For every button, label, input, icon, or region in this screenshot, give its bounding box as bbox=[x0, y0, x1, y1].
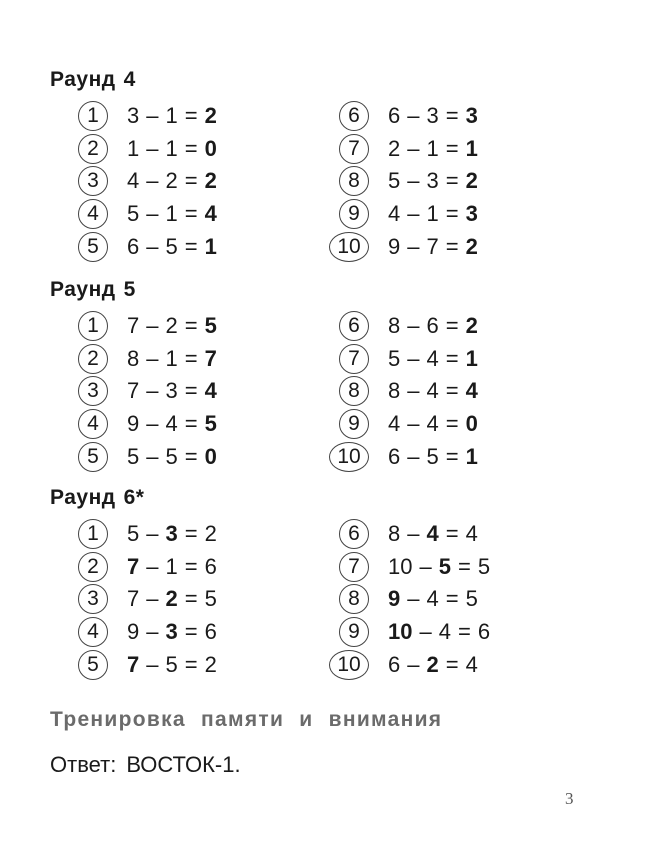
equation-term: = bbox=[184, 345, 198, 371]
equation bbox=[127, 652, 224, 678]
equation-term: 2 bbox=[204, 521, 217, 547]
equation-term: 0 bbox=[204, 135, 217, 161]
equation-term: – bbox=[419, 553, 432, 579]
circled-number: 5 bbox=[78, 442, 108, 472]
equation bbox=[388, 444, 485, 470]
equation-row bbox=[78, 440, 224, 473]
equation-term: – bbox=[146, 313, 159, 339]
equation-term: 6 bbox=[204, 553, 217, 579]
equation-term: 2 bbox=[204, 651, 217, 677]
equation bbox=[388, 136, 485, 162]
equation-row bbox=[78, 518, 224, 551]
equation-term: – bbox=[146, 619, 159, 645]
answer bbox=[50, 752, 251, 778]
circled-number: 1 bbox=[78, 311, 108, 341]
equation bbox=[388, 103, 485, 129]
equation-term: 2 bbox=[204, 103, 217, 129]
equation-term: – bbox=[146, 521, 159, 547]
equation-row bbox=[339, 518, 497, 551]
equation-term: 7 bbox=[127, 651, 140, 677]
equation-term: 5 bbox=[165, 443, 178, 469]
equation-term: 4 bbox=[204, 378, 217, 404]
circled-number: 4 bbox=[78, 199, 108, 229]
equation bbox=[127, 444, 224, 470]
equation-term: 5 bbox=[388, 345, 401, 371]
circled-number: 1 bbox=[78, 101, 108, 131]
equation-row bbox=[78, 230, 224, 263]
round-number: 5 bbox=[123, 278, 136, 301]
equation-term: 3 bbox=[465, 103, 478, 129]
page-number: 3 bbox=[565, 789, 574, 808]
equation-term: 7 bbox=[127, 553, 140, 579]
equation-row bbox=[78, 551, 224, 584]
equation-term: 5 bbox=[127, 443, 140, 469]
answer-label: Ответ: bbox=[50, 752, 117, 777]
equation bbox=[388, 378, 485, 404]
equation-term: 4 bbox=[465, 521, 478, 547]
round-number: 6* bbox=[123, 486, 145, 509]
circled-number: 1 bbox=[78, 519, 108, 549]
left-column bbox=[78, 100, 224, 263]
equation-term: – bbox=[407, 201, 420, 227]
equation-term: = bbox=[184, 443, 198, 469]
equation-term: 4 bbox=[465, 651, 478, 677]
equation-term: 6 bbox=[388, 103, 401, 129]
equation-term: 1 bbox=[165, 103, 178, 129]
equation-term: 4 bbox=[438, 619, 451, 645]
equation-term: 10 bbox=[388, 619, 413, 645]
equation-term: 8 bbox=[127, 345, 140, 371]
equation bbox=[127, 136, 224, 162]
equation-term: 8 bbox=[388, 521, 401, 547]
equation-term: 4 bbox=[388, 411, 401, 437]
circled-number: 2 bbox=[78, 134, 108, 164]
circled-number: 3 bbox=[78, 584, 108, 614]
equation-row bbox=[78, 408, 224, 441]
equation-term: 7 bbox=[127, 586, 140, 612]
equation-row bbox=[339, 583, 497, 616]
equation-row bbox=[339, 375, 485, 408]
equation-term: 3 bbox=[426, 168, 439, 194]
equation bbox=[127, 103, 224, 129]
equation-term: 4 bbox=[127, 168, 140, 194]
equation-row bbox=[78, 648, 224, 681]
equation-term: 0 bbox=[204, 443, 217, 469]
equation-term: 1 bbox=[165, 553, 178, 579]
circled-number: 9 bbox=[339, 409, 369, 439]
equation-term: 1 bbox=[465, 135, 478, 161]
equation-term: 1 bbox=[127, 135, 140, 161]
equation-row bbox=[78, 165, 224, 198]
equation bbox=[388, 521, 485, 547]
equation-row bbox=[339, 133, 485, 166]
equation-row bbox=[339, 100, 485, 133]
circled-number: 8 bbox=[339, 376, 369, 406]
circled-number: 4 bbox=[78, 617, 108, 647]
equation-term: – bbox=[407, 135, 420, 161]
equation-term: – bbox=[407, 168, 420, 194]
equation-row bbox=[339, 648, 497, 681]
circled-number: 8 bbox=[339, 166, 369, 196]
equation-term: = bbox=[457, 553, 471, 579]
equation-term: – bbox=[407, 651, 420, 677]
equation-term: 5 bbox=[204, 411, 217, 437]
equation-term: – bbox=[407, 103, 420, 129]
equation-term: – bbox=[146, 443, 159, 469]
equation-term: 5 bbox=[204, 586, 217, 612]
equation-term: 1 bbox=[165, 201, 178, 227]
equation bbox=[127, 201, 224, 227]
equation-row bbox=[78, 583, 224, 616]
equation-term: 2 bbox=[165, 313, 178, 339]
equation-term: 5 bbox=[204, 313, 217, 339]
equation-term: 2 bbox=[465, 233, 478, 259]
equation-term: – bbox=[407, 233, 420, 259]
equation-term: 0 bbox=[465, 411, 478, 437]
equation-term: 3 bbox=[165, 619, 178, 645]
round-number: 4 bbox=[123, 68, 136, 91]
equation-term: – bbox=[407, 345, 420, 371]
equation-term: – bbox=[146, 651, 159, 677]
equation-row bbox=[339, 343, 485, 376]
equation-term: – bbox=[146, 201, 159, 227]
equation-term: 7 bbox=[426, 233, 439, 259]
circled-number: 10 bbox=[329, 442, 369, 472]
equation-term: 1 bbox=[465, 345, 478, 371]
equation-row bbox=[78, 133, 224, 166]
equation-term: 5 bbox=[438, 553, 451, 579]
equation-term: 3 bbox=[465, 201, 478, 227]
equation-term: 5 bbox=[165, 651, 178, 677]
round-title bbox=[50, 68, 144, 92]
circled-number: 7 bbox=[339, 344, 369, 374]
equation-term: – bbox=[407, 313, 420, 339]
equation-term: 2 bbox=[426, 651, 439, 677]
circled-number: 6 bbox=[339, 101, 369, 131]
equation-term: 4 bbox=[388, 201, 401, 227]
equation-term: – bbox=[146, 168, 159, 194]
equation-term: 6 bbox=[204, 619, 217, 645]
left-column bbox=[78, 518, 224, 681]
equation-term: – bbox=[407, 586, 420, 612]
section-title: Тренировка памяти и внимания bbox=[50, 708, 443, 731]
equation-term: 1 bbox=[165, 345, 178, 371]
equation bbox=[388, 168, 485, 194]
equation-row bbox=[78, 616, 224, 649]
equation bbox=[388, 234, 485, 260]
equation bbox=[127, 619, 224, 645]
equation-term: = bbox=[184, 378, 198, 404]
equation-row bbox=[339, 440, 485, 473]
equation-term: 9 bbox=[388, 233, 401, 259]
circled-number: 7 bbox=[339, 552, 369, 582]
equation-term: = bbox=[445, 651, 459, 677]
equation bbox=[127, 346, 224, 372]
equation-term: 1 bbox=[426, 135, 439, 161]
equation-term: = bbox=[445, 378, 459, 404]
equation bbox=[388, 554, 497, 580]
equation-term: 7 bbox=[127, 378, 140, 404]
round-label: Раунд bbox=[50, 486, 116, 509]
equation bbox=[127, 313, 224, 339]
circled-number: 4 bbox=[78, 409, 108, 439]
equation-term: 5 bbox=[165, 233, 178, 259]
equation-term: – bbox=[146, 103, 159, 129]
equation-term: = bbox=[445, 411, 459, 437]
equation bbox=[388, 652, 485, 678]
equation-term: 6 bbox=[388, 651, 401, 677]
circled-number: 6 bbox=[339, 519, 369, 549]
equation bbox=[127, 554, 224, 580]
equation-term: 5 bbox=[127, 201, 140, 227]
circled-number: 3 bbox=[78, 376, 108, 406]
equation-term: = bbox=[445, 103, 459, 129]
answer-value: ВОСТОК-1. bbox=[126, 752, 241, 777]
equation bbox=[127, 521, 224, 547]
equation-term: = bbox=[184, 411, 198, 437]
equation-term: – bbox=[407, 378, 420, 404]
equation-term: 5 bbox=[477, 553, 491, 579]
equation-term: = bbox=[445, 233, 459, 259]
round-title bbox=[50, 486, 152, 510]
equation-term: – bbox=[146, 378, 159, 404]
equation-row bbox=[339, 616, 497, 649]
equation bbox=[127, 378, 224, 404]
equation-row bbox=[339, 230, 485, 263]
equation-term: 4 bbox=[204, 201, 217, 227]
equation-term: = bbox=[184, 586, 198, 612]
right-column bbox=[339, 310, 485, 473]
equation-term: = bbox=[184, 103, 198, 129]
equation-term: = bbox=[445, 135, 459, 161]
circled-number: 7 bbox=[339, 134, 369, 164]
circled-number: 3 bbox=[78, 166, 108, 196]
equation bbox=[127, 234, 224, 260]
right-column bbox=[339, 100, 485, 263]
equation-term: 4 bbox=[465, 378, 478, 404]
equation-term: 8 bbox=[388, 378, 401, 404]
equation-term: 1 bbox=[165, 135, 178, 161]
circled-number: 9 bbox=[339, 617, 369, 647]
equation-term: 6 bbox=[477, 619, 491, 645]
equation-term: – bbox=[407, 443, 420, 469]
round-label: Раунд bbox=[50, 68, 116, 91]
equation-term: = bbox=[184, 651, 198, 677]
equation-term: 5 bbox=[388, 168, 401, 194]
equation-term: = bbox=[457, 619, 471, 645]
equation bbox=[127, 168, 224, 194]
equation-term: 9 bbox=[388, 586, 401, 612]
equation-term: 2 bbox=[465, 168, 478, 194]
equation-term: 7 bbox=[127, 313, 140, 339]
equation-term: = bbox=[445, 345, 459, 371]
equation-term: – bbox=[407, 411, 420, 437]
equation-term: = bbox=[184, 201, 198, 227]
equation-term: = bbox=[184, 168, 198, 194]
equation-term: – bbox=[146, 586, 159, 612]
equation bbox=[127, 411, 224, 437]
circled-number: 8 bbox=[339, 584, 369, 614]
round-label: Раунд bbox=[50, 278, 116, 301]
equation-term: 6 bbox=[127, 233, 140, 259]
equation-term: – bbox=[146, 345, 159, 371]
equation-term: 2 bbox=[388, 135, 401, 161]
equation-term: 4 bbox=[426, 411, 439, 437]
equation-term: 4 bbox=[426, 378, 439, 404]
equation-term: 9 bbox=[127, 619, 140, 645]
equation-term: 4 bbox=[426, 586, 439, 612]
equation-term: = bbox=[184, 619, 198, 645]
equation-term: 3 bbox=[165, 378, 178, 404]
right-column bbox=[339, 518, 497, 681]
equation-term: 3 bbox=[127, 103, 140, 129]
equation-term: 1 bbox=[465, 443, 478, 469]
equation-row bbox=[339, 408, 485, 441]
circled-number: 5 bbox=[78, 650, 108, 680]
equation bbox=[388, 586, 485, 612]
equation-term: 8 bbox=[388, 313, 401, 339]
equation-term: 2 bbox=[465, 313, 478, 339]
equation-term: 4 bbox=[165, 411, 178, 437]
equation-term: – bbox=[146, 411, 159, 437]
equation-term: 2 bbox=[165, 168, 178, 194]
equation-term: = bbox=[445, 313, 459, 339]
equation-term: = bbox=[445, 586, 459, 612]
equation-term: = bbox=[184, 135, 198, 161]
equation-term: 4 bbox=[426, 345, 439, 371]
equation-term: 7 bbox=[204, 345, 217, 371]
equation-row bbox=[78, 198, 224, 231]
equation bbox=[388, 201, 485, 227]
equation-term: 1 bbox=[204, 233, 217, 259]
equation bbox=[388, 346, 485, 372]
equation-term: = bbox=[184, 233, 198, 259]
circled-number: 9 bbox=[339, 199, 369, 229]
equation-term: = bbox=[445, 168, 459, 194]
equation-term: = bbox=[445, 443, 459, 469]
equation bbox=[127, 586, 224, 612]
equation-term: 6 bbox=[426, 313, 439, 339]
equation-row bbox=[78, 375, 224, 408]
equation-term: = bbox=[445, 521, 459, 547]
equation-row bbox=[339, 310, 485, 343]
equation-row bbox=[78, 343, 224, 376]
circled-number: 10 bbox=[329, 650, 369, 680]
equation bbox=[388, 619, 497, 645]
circled-number: 10 bbox=[329, 232, 369, 262]
equation-term: 3 bbox=[426, 103, 439, 129]
circled-number: 2 bbox=[78, 344, 108, 374]
equation-row bbox=[339, 198, 485, 231]
equation-row bbox=[78, 310, 224, 343]
left-column bbox=[78, 310, 224, 473]
circled-number: 6 bbox=[339, 311, 369, 341]
equation-term: 5 bbox=[426, 443, 439, 469]
equation-term: = bbox=[184, 553, 198, 579]
equation-term: 4 bbox=[426, 521, 439, 547]
round-title bbox=[50, 278, 144, 302]
equation-term: 2 bbox=[165, 586, 178, 612]
equation-term: = bbox=[445, 201, 459, 227]
equation-term: 10 bbox=[388, 553, 413, 579]
equation-term: 5 bbox=[127, 521, 140, 547]
equation-term: – bbox=[146, 233, 159, 259]
equation-term: 6 bbox=[388, 443, 401, 469]
circled-number: 5 bbox=[78, 232, 108, 262]
equation-term: 1 bbox=[426, 201, 439, 227]
equation bbox=[388, 411, 485, 437]
equation-term: = bbox=[184, 313, 198, 339]
equation-term: = bbox=[184, 521, 198, 547]
equation-term: – bbox=[146, 135, 159, 161]
equation-term: – bbox=[146, 553, 159, 579]
equation-row bbox=[339, 551, 497, 584]
equation-row bbox=[78, 100, 224, 133]
equation-term: 5 bbox=[465, 586, 478, 612]
circled-number: 2 bbox=[78, 552, 108, 582]
equation-term: – bbox=[419, 619, 432, 645]
equation-row bbox=[339, 165, 485, 198]
equation-term: 9 bbox=[127, 411, 140, 437]
equation-term: 2 bbox=[204, 168, 217, 194]
equation-term: – bbox=[407, 521, 420, 547]
equation-term: 3 bbox=[165, 521, 178, 547]
equation bbox=[388, 313, 485, 339]
